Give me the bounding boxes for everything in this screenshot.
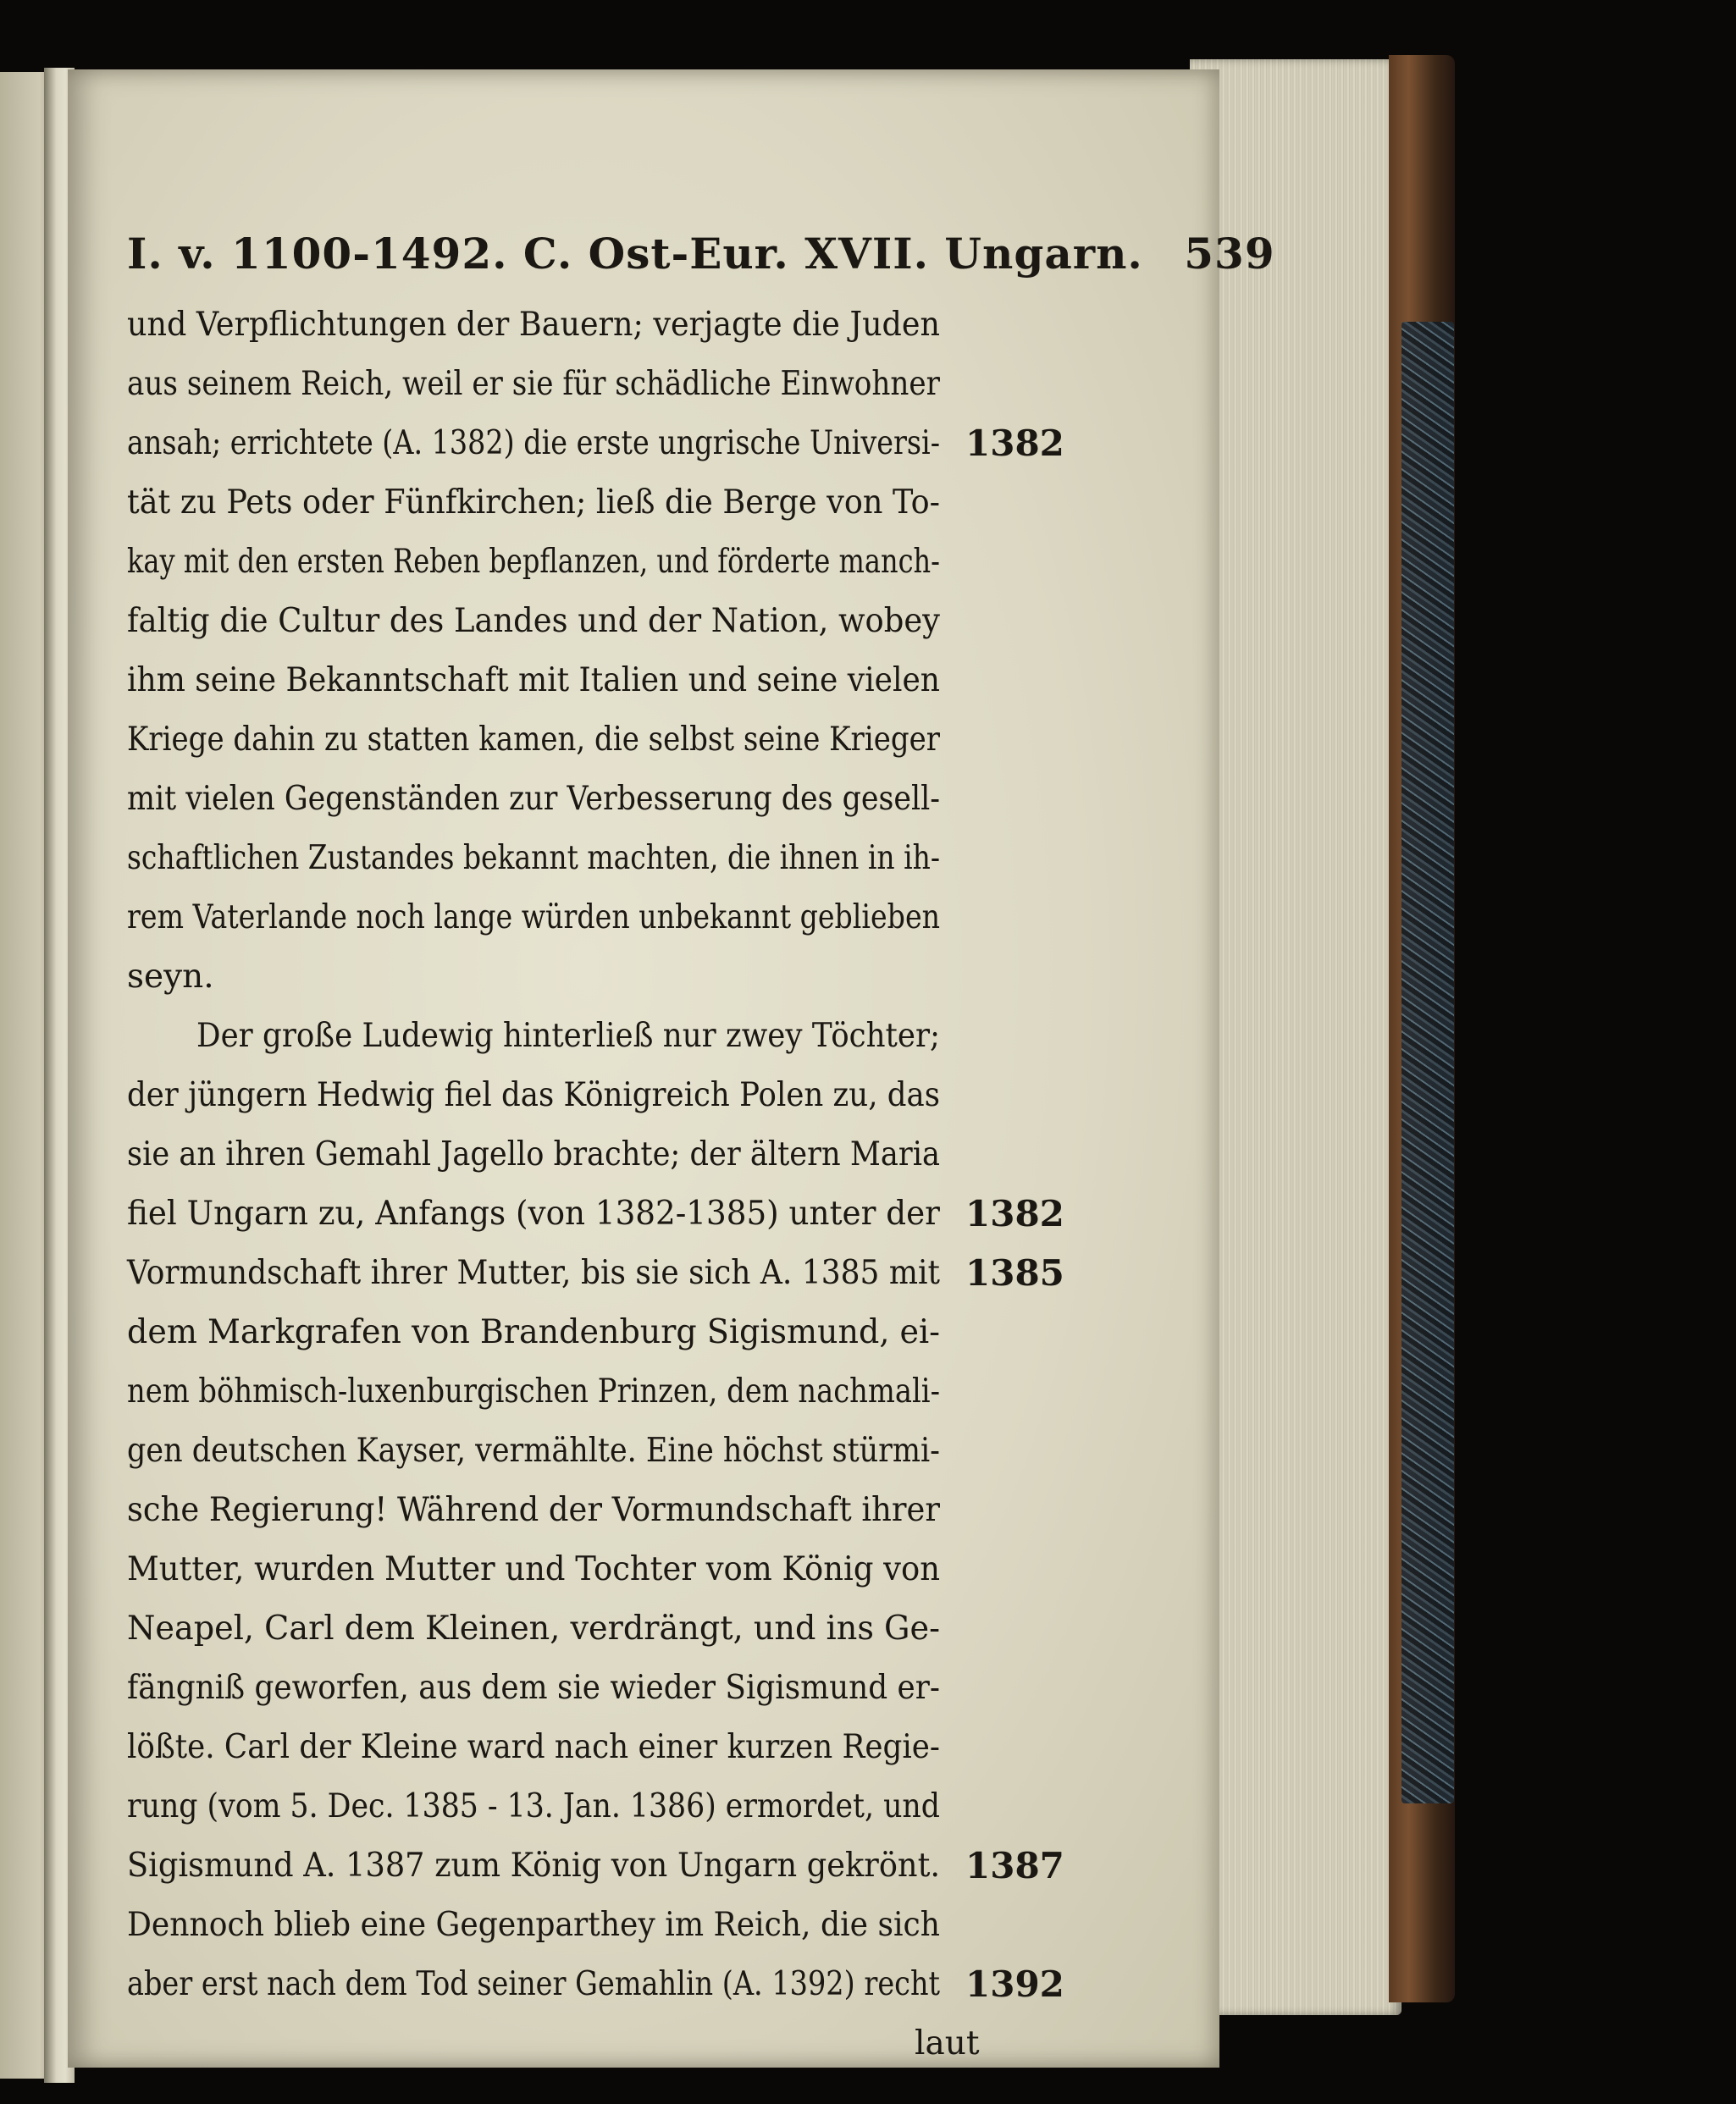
line-text: dem Markgrafen von Brandenburg Sigismund, ei- — [127, 1313, 940, 1351]
text-line — [127, 829, 1042, 888]
catchword-line — [127, 2014, 1042, 2074]
text-line — [127, 1836, 1064, 1896]
line-text: schaftlichen Zustandes bekannt machten, die ihnen in ih- — [127, 839, 940, 877]
page-number: 539 — [1184, 229, 1275, 279]
line-text: fängniß geworfen, aus dem sie wieder Sigismund er- — [127, 1669, 940, 1707]
text-line — [127, 1362, 1042, 1422]
line-text: Der große Ludewig hinterließ nur zwey Töchter; — [196, 1017, 940, 1055]
text-line — [127, 1540, 1042, 1599]
text-line — [127, 651, 1042, 710]
line-text: rem Vaterlande noch lange würden unbekannt geblieben — [127, 898, 940, 936]
line-text: Sigismund A. 1387 zum König von Ungarn gekrönt. — [127, 1847, 940, 1885]
line-text: Dennoch blieb eine Gegenparthey im Reich, die sich — [127, 1906, 940, 1944]
line-text: seyn. — [127, 958, 214, 996]
line-text: ihm seine Bekanntschaft mit Italien und seine vielen — [127, 661, 940, 699]
text-line — [127, 1481, 1042, 1540]
text-lines — [127, 295, 1064, 2014]
margin-year: 1385 — [965, 1252, 1064, 1294]
line-text: Mutter, wurden Mutter und Tochter vom König von — [127, 1550, 940, 1588]
text-line — [127, 1007, 1042, 1066]
line-text: gen deutschen Kayser, vermählte. Eine höchst stürmi- — [127, 1432, 940, 1470]
text-line — [127, 770, 1042, 829]
text-line — [127, 295, 1042, 355]
catchword: laut — [915, 2024, 980, 2063]
text-line — [127, 1777, 1042, 1836]
text-line — [127, 1303, 1042, 1362]
header-title: I. v. 1100-1492. C. Ost-Eur. XVII. Ungarn. — [127, 229, 1143, 279]
text-line — [127, 947, 1042, 1007]
text-line — [127, 1066, 1042, 1125]
line-text: Neapel, Carl dem Kleinen, verdrängt, und ins Ge- — [127, 1610, 940, 1648]
text-line — [127, 888, 1042, 947]
text-line — [127, 710, 1042, 770]
line-text: Vormundschaft ihrer Mutter, bis sie sich A. 1385 mit — [127, 1254, 940, 1292]
text-line — [127, 1955, 1064, 2014]
line-text: sche Regierung! Während der Vormundschaft ihrer — [127, 1491, 940, 1529]
text-line — [127, 1659, 1042, 1718]
line-text: rung (vom 5. Dec. 1385 - 13. Jan. 1386) ermordet, und — [127, 1787, 940, 1825]
margin-year: 1392 — [965, 1963, 1064, 2005]
line-text: tät zu Pets oder Fünfkirchen; ließ die Berge von To- — [127, 483, 940, 522]
text-line — [127, 1718, 1042, 1777]
text-line — [127, 1244, 1064, 1303]
page-text — [127, 229, 1275, 2074]
line-text: aus seinem Reich, weil er sie für schädliche Einwohner — [127, 365, 940, 403]
margin-year: 1382 — [965, 422, 1064, 464]
page-edges — [1190, 59, 1402, 2015]
line-text: ansah; errichtete (A. 1382) die erste ungrische Universi- — [127, 424, 940, 462]
text-line — [127, 355, 1042, 414]
line-text: kay mit den ersten Reben bepflanzen, und förderte manch- — [127, 543, 940, 581]
marbled-cover — [1402, 322, 1454, 1803]
line-text: fiel Ungarn zu, Anfangs (von 1382-1385) unter der — [127, 1195, 940, 1233]
text-line — [127, 592, 1042, 651]
text-line — [127, 473, 1042, 533]
line-text: sie an ihren Gemahl Jagello brachte; der ältern Maria — [127, 1135, 940, 1173]
text-line — [127, 1185, 1064, 1244]
line-text: lößte. Carl der Kleine ward nach einer kurzen Regie- — [127, 1728, 940, 1766]
text-line — [127, 414, 1064, 473]
text-line — [127, 1896, 1042, 1955]
margin-year: 1387 — [965, 1845, 1064, 1886]
line-text: mit vielen Gegenständen zur Verbesserung des gesell- — [127, 780, 940, 818]
text-line — [127, 1125, 1042, 1185]
line-text: Kriege dahin zu statten kamen, die selbst seine Krieger — [127, 721, 940, 759]
line-text: und Verpflichtungen der Bauern; verjagte die Juden — [127, 306, 940, 344]
line-text: aber erst nach dem Tod seiner Gemahlin (A. 1392) recht — [127, 1965, 940, 2003]
running-header — [127, 229, 1275, 279]
line-text: faltig die Cultur des Landes und der Nation, wobey — [127, 602, 940, 640]
line-text: der jüngern Hedwig fiel das Königreich Polen zu, das — [127, 1076, 940, 1114]
margin-year: 1382 — [965, 1193, 1064, 1234]
text-line — [127, 1422, 1042, 1481]
text-line — [127, 533, 1042, 592]
line-text: nem böhmisch-luxenburgischen Prinzen, dem nachmali- — [127, 1372, 940, 1411]
text-line — [127, 1599, 1042, 1659]
